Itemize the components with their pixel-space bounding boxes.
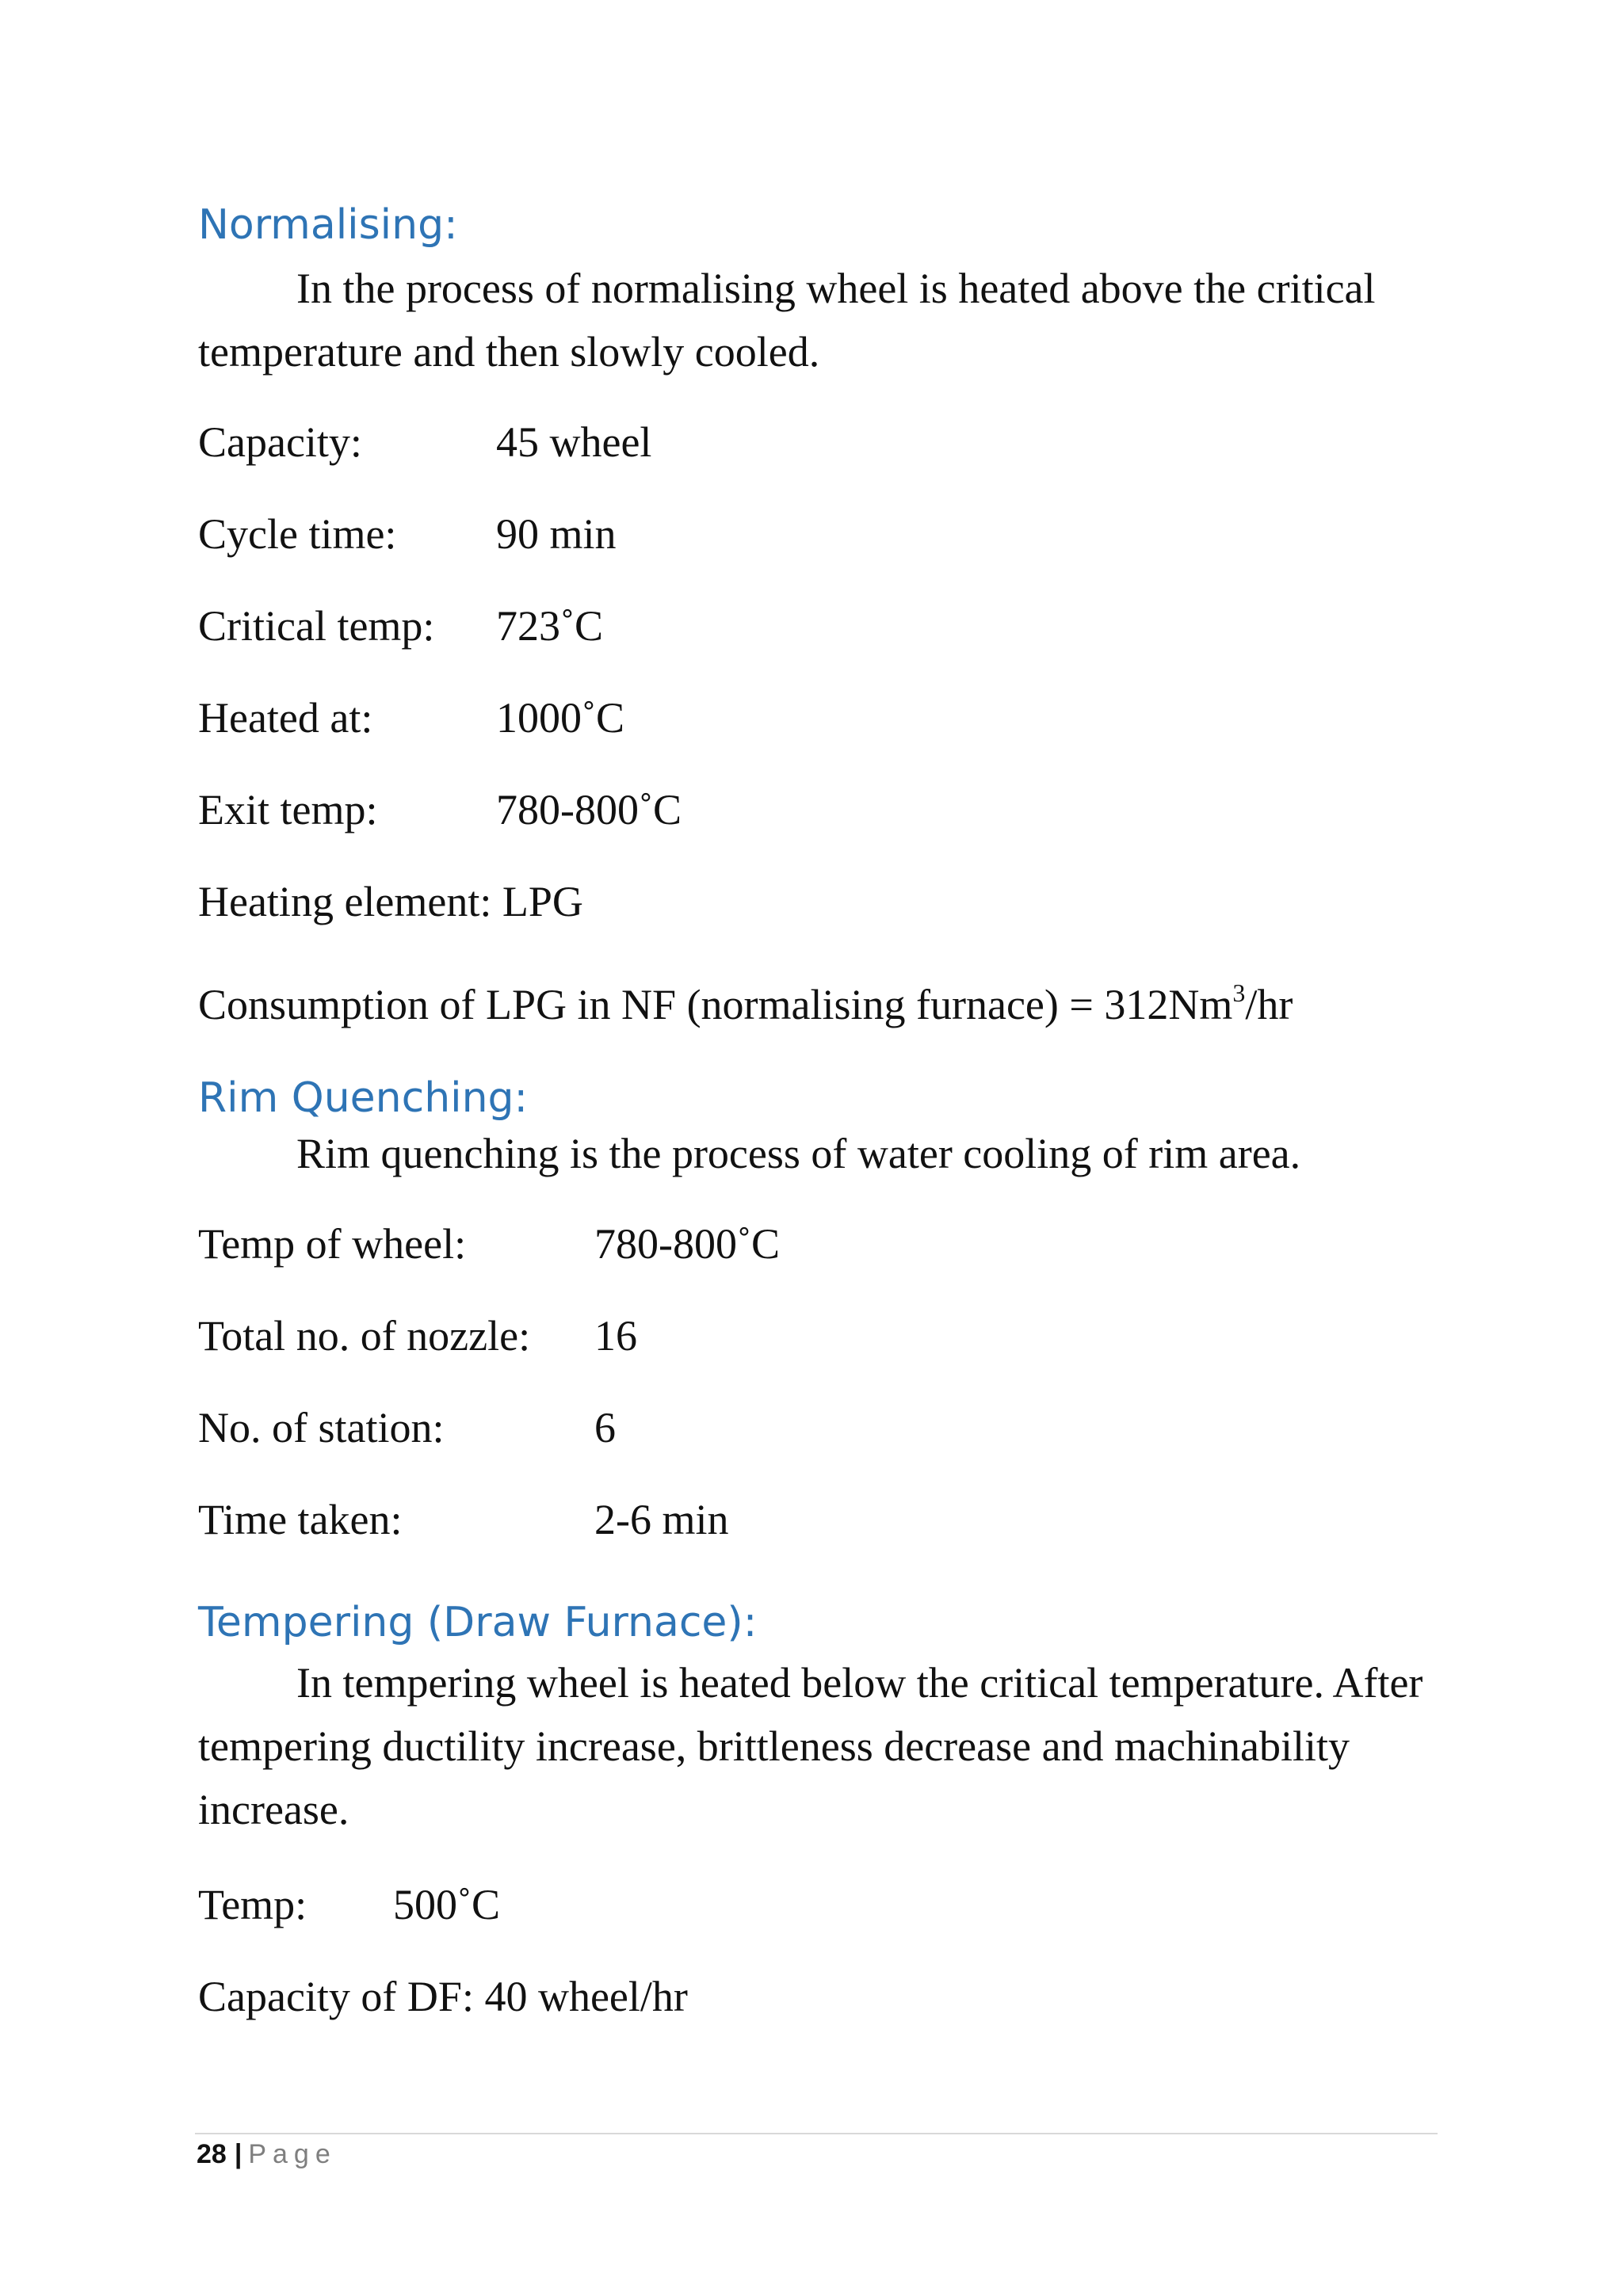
spec-label: Temp: <box>198 1881 307 1928</box>
footer-divider <box>195 2133 1438 2134</box>
spec-label: Time taken: <box>198 1496 403 1543</box>
spec-label: No. of station: <box>198 1404 445 1451</box>
heating-element-line: Heating element: LPG <box>198 878 583 925</box>
heading-rim-quenching: Rim Quenching: <box>198 1074 529 1122</box>
spec-label: Cycle time: <box>198 510 397 558</box>
footer-separator: | <box>234 2139 242 2169</box>
page-number: 28 <box>197 2139 227 2169</box>
spec-label: Heated at: <box>198 694 373 742</box>
paragraph-tempering: In tempering wheel is heated below the critical temperature. After tempering ductility increase, brittleness decrease and machinability increase. <box>198 1659 1423 1833</box>
heading-tempering: Tempering (Draw Furnace): <box>198 1599 758 1646</box>
superscript: 3 <box>1232 978 1246 1007</box>
spec-value: 16 <box>594 1312 637 1360</box>
spec-value: 90 min <box>496 510 617 558</box>
spec-value: 780-800˚C <box>594 1220 780 1268</box>
spec-label: Capacity: <box>198 418 362 466</box>
spec-value: 1000˚C <box>496 694 624 742</box>
spec-label: Temp of wheel: <box>198 1220 467 1268</box>
df-capacity-line: Capacity of DF: 40 wheel/hr <box>198 1973 688 2020</box>
paragraph-rim-quenching: Rim quenching is the process of water cooling of rim area. <box>296 1130 1301 1177</box>
heading-normalising: Normalising: <box>198 201 458 249</box>
page-label: Page <box>248 2139 337 2169</box>
spec-value: 45 wheel <box>496 418 652 466</box>
lpg-consumption-line: Consumption of LPG in NF (normalising furnace) = $312Nm^3/hr$ <box>198 978 1293 1028</box>
spec-label: Exit temp: <box>198 786 378 833</box>
spec-value: 723˚C <box>496 602 603 650</box>
spec-value: 780-800˚C <box>496 786 682 833</box>
paragraph-normalising: In the process of normalising wheel is heated above the critical temperature and then slowly cooled. <box>198 265 1376 376</box>
spec-value: 2-6 min <box>594 1496 729 1543</box>
spec-value: 6 <box>594 1404 616 1451</box>
page-footer <box>197 2138 337 2171</box>
spec-label: Critical temp: <box>198 602 435 650</box>
spec-label: Total no. of nozzle: <box>198 1312 531 1360</box>
spec-value: 500˚C <box>393 1881 500 1928</box>
